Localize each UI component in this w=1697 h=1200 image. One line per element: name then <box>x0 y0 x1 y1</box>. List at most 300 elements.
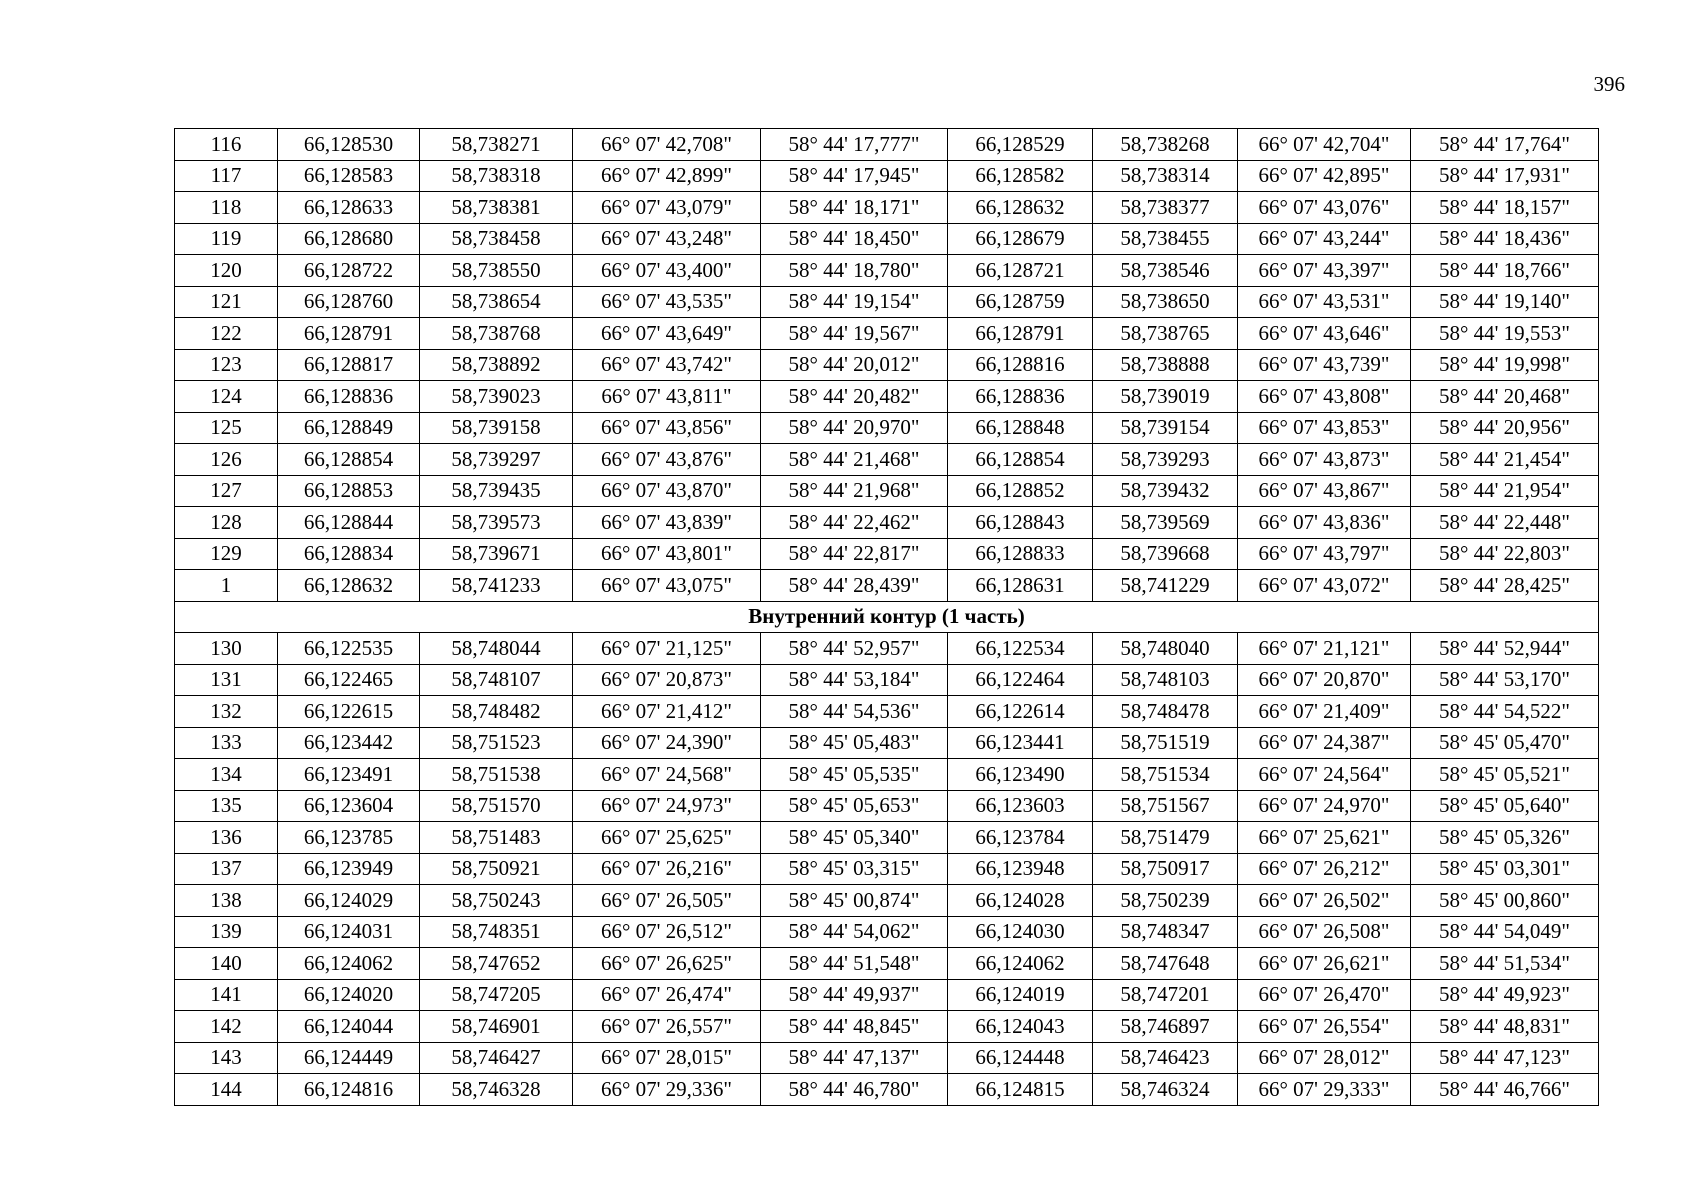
coordinate-cell: 58° 44' 53,170" <box>1411 664 1599 696</box>
coordinate-cell: 58,750239 <box>1093 885 1238 917</box>
coordinate-cell: 58,748040 <box>1093 633 1238 665</box>
coordinate-cell: 58,751523 <box>420 727 573 759</box>
point-number-cell: 124 <box>175 381 278 413</box>
table-row <box>175 255 1599 287</box>
point-number-cell: 132 <box>175 696 278 728</box>
coordinate-cell: 66° 07' 20,873" <box>573 664 761 696</box>
coordinate-cell: 66° 07' 28,015" <box>573 1042 761 1074</box>
table-row <box>175 538 1599 570</box>
coordinate-cell: 66,123948 <box>948 853 1093 885</box>
coordinate-cell: 58,748482 <box>420 696 573 728</box>
coordinate-cell: 66° 07' 43,397" <box>1238 255 1411 287</box>
coordinate-cell: 58° 44' 46,766" <box>1411 1074 1599 1106</box>
coordinate-cell: 66,128854 <box>948 444 1093 476</box>
coordinate-cell: 66° 07' 42,708" <box>573 129 761 161</box>
coordinate-cell: 66° 07' 28,012" <box>1238 1042 1411 1074</box>
point-number-cell: 128 <box>175 507 278 539</box>
point-number-cell: 143 <box>175 1042 278 1074</box>
table-row <box>175 475 1599 507</box>
coordinate-cell: 58,751483 <box>420 822 573 854</box>
coordinate-cell: 66,128530 <box>278 129 420 161</box>
coordinate-cell: 66,128853 <box>278 475 420 507</box>
coordinate-cell: 58° 44' 49,923" <box>1411 979 1599 1011</box>
coordinate-cell: 58,739019 <box>1093 381 1238 413</box>
coordinate-cell: 66,124020 <box>278 979 420 1011</box>
coordinate-cell: 58° 44' 47,123" <box>1411 1042 1599 1074</box>
coordinate-cell: 66° 07' 43,649" <box>573 318 761 350</box>
table-row <box>175 790 1599 822</box>
coordinate-cell: 66,128760 <box>278 286 420 318</box>
coordinate-cell: 66,122465 <box>278 664 420 696</box>
coordinate-cell: 58,738271 <box>420 129 573 161</box>
coordinate-cell: 66,128632 <box>278 570 420 602</box>
coordinate-cell: 66° 07' 29,333" <box>1238 1074 1411 1106</box>
page-number: 396 <box>1593 72 1625 96</box>
coordinate-cell: 66° 07' 43,808" <box>1238 381 1411 413</box>
coordinate-cell: 58,751479 <box>1093 822 1238 854</box>
coordinate-cell: 58,751567 <box>1093 790 1238 822</box>
coordinate-cell: 58° 44' 54,049" <box>1411 916 1599 948</box>
coordinate-cell: 58,739569 <box>1093 507 1238 539</box>
coordinate-cell: 66,128679 <box>948 223 1093 255</box>
point-number-cell: 1 <box>175 570 278 602</box>
table-row <box>175 507 1599 539</box>
coordinate-cell: 66,123441 <box>948 727 1093 759</box>
point-number-cell: 123 <box>175 349 278 381</box>
coordinate-cell: 58,748103 <box>1093 664 1238 696</box>
coordinate-cell: 66° 07' 43,072" <box>1238 570 1411 602</box>
table-row <box>175 822 1599 854</box>
coordinate-cell: 66,122614 <box>948 696 1093 728</box>
table-row <box>175 1074 1599 1106</box>
coordinate-cell: 66° 07' 26,621" <box>1238 948 1411 980</box>
coordinate-cell: 58° 44' 20,970" <box>761 412 948 444</box>
coordinate-cell: 58° 45' 03,301" <box>1411 853 1599 885</box>
coordinate-cell: 66,128848 <box>948 412 1093 444</box>
coordinate-cell: 66° 07' 43,076" <box>1238 192 1411 224</box>
coordinate-cell: 66,122615 <box>278 696 420 728</box>
coordinate-cell: 58,738892 <box>420 349 573 381</box>
coordinate-cell: 58,750917 <box>1093 853 1238 885</box>
coordinate-cell: 58° 45' 00,860" <box>1411 885 1599 917</box>
coordinate-cell: 58° 44' 20,956" <box>1411 412 1599 444</box>
coordinate-cell: 66° 07' 25,625" <box>573 822 761 854</box>
coordinate-cell: 66° 07' 42,895" <box>1238 160 1411 192</box>
coordinate-cell: 66° 07' 20,870" <box>1238 664 1411 696</box>
coordinate-cell: 66,124031 <box>278 916 420 948</box>
coordinate-cell: 66,124044 <box>278 1011 420 1043</box>
point-number-cell: 142 <box>175 1011 278 1043</box>
coordinate-cell: 66,123491 <box>278 759 420 791</box>
table-row <box>175 192 1599 224</box>
coordinate-cell: 58° 44' 46,780" <box>761 1074 948 1106</box>
table-row <box>175 664 1599 696</box>
coordinate-cell: 66,124028 <box>948 885 1093 917</box>
coordinate-cell: 66° 07' 26,212" <box>1238 853 1411 885</box>
coordinate-cell: 66,124043 <box>948 1011 1093 1043</box>
coordinate-cell: 66° 07' 25,621" <box>1238 822 1411 854</box>
coordinate-cell: 66,128791 <box>278 318 420 350</box>
table-row <box>175 318 1599 350</box>
coordinate-cell: 66,122535 <box>278 633 420 665</box>
table-row <box>175 223 1599 255</box>
coordinate-cell: 58,741233 <box>420 570 573 602</box>
coordinate-cell: 66° 07' 43,739" <box>1238 349 1411 381</box>
coordinate-cell: 66° 07' 43,870" <box>573 475 761 507</box>
point-number-cell: 144 <box>175 1074 278 1106</box>
coordinate-cell: 66° 07' 26,216" <box>573 853 761 885</box>
coordinate-cell: 66,123949 <box>278 853 420 885</box>
coordinate-cell: 58,738268 <box>1093 129 1238 161</box>
coordinate-cell: 66° 07' 26,625" <box>573 948 761 980</box>
coordinate-cell: 58° 44' 48,845" <box>761 1011 948 1043</box>
coordinate-cell: 66,124448 <box>948 1042 1093 1074</box>
coordinate-cell: 58° 44' 19,553" <box>1411 318 1599 350</box>
coordinate-cell: 58,748351 <box>420 916 573 948</box>
coordinate-cell: 66° 07' 43,797" <box>1238 538 1411 570</box>
coordinate-cell: 58,746901 <box>420 1011 573 1043</box>
coordinate-cell: 66,123490 <box>948 759 1093 791</box>
coordinate-cell: 58,738550 <box>420 255 573 287</box>
coordinate-cell: 58,738546 <box>1093 255 1238 287</box>
point-number-cell: 136 <box>175 822 278 854</box>
coordinate-cell: 58° 45' 00,874" <box>761 885 948 917</box>
coordinate-cell: 66° 07' 43,248" <box>573 223 761 255</box>
coordinate-cell: 58,738314 <box>1093 160 1238 192</box>
point-number-cell: 116 <box>175 129 278 161</box>
coordinate-cell: 66,123784 <box>948 822 1093 854</box>
point-number-cell: 120 <box>175 255 278 287</box>
coordinate-cell: 58,747648 <box>1093 948 1238 980</box>
coordinate-cell: 58° 44' 17,764" <box>1411 129 1599 161</box>
coordinate-cell: 58,748044 <box>420 633 573 665</box>
coordinate-cell: 66° 07' 26,505" <box>573 885 761 917</box>
coordinate-cell: 66,128816 <box>948 349 1093 381</box>
coordinate-cell: 58° 44' 54,536" <box>761 696 948 728</box>
coordinate-cell: 66° 07' 26,508" <box>1238 916 1411 948</box>
coordinate-cell: 58,746423 <box>1093 1042 1238 1074</box>
table-row <box>175 286 1599 318</box>
table-row <box>175 381 1599 413</box>
coordinate-cell: 58° 45' 05,640" <box>1411 790 1599 822</box>
coordinate-cell: 58,751519 <box>1093 727 1238 759</box>
point-number-cell: 117 <box>175 160 278 192</box>
coordinate-cell: 58° 44' 53,184" <box>761 664 948 696</box>
coordinate-cell: 58° 44' 22,803" <box>1411 538 1599 570</box>
coordinate-cell: 66,128843 <box>948 507 1093 539</box>
coordinate-cell: 58° 44' 21,454" <box>1411 444 1599 476</box>
point-number-cell: 119 <box>175 223 278 255</box>
table-row <box>175 444 1599 476</box>
coordinate-cell: 58° 44' 48,831" <box>1411 1011 1599 1043</box>
coordinate-cell: 66° 07' 43,244" <box>1238 223 1411 255</box>
coordinate-cell: 58° 44' 52,944" <box>1411 633 1599 665</box>
coordinate-cell: 58° 44' 22,817" <box>761 538 948 570</box>
coordinate-cell: 66,128529 <box>948 129 1093 161</box>
coordinate-cell: 58° 44' 20,012" <box>761 349 948 381</box>
coordinate-cell: 58° 44' 19,140" <box>1411 286 1599 318</box>
coordinate-cell: 58,739023 <box>420 381 573 413</box>
coordinate-cell: 66,128632 <box>948 192 1093 224</box>
coordinate-cell: 66° 07' 24,568" <box>573 759 761 791</box>
coordinate-cell: 66,124062 <box>948 948 1093 980</box>
coordinate-cell: 58,738768 <box>420 318 573 350</box>
table-row <box>175 633 1599 665</box>
coordinate-cell: 66° 07' 43,873" <box>1238 444 1411 476</box>
coordinate-cell: 58,739154 <box>1093 412 1238 444</box>
coordinate-cell: 66° 07' 24,387" <box>1238 727 1411 759</box>
coordinate-cell: 58° 44' 22,462" <box>761 507 948 539</box>
coordinate-cell: 66,128834 <box>278 538 420 570</box>
coordinate-cell: 66,123603 <box>948 790 1093 822</box>
coordinate-cell: 58,746324 <box>1093 1074 1238 1106</box>
coordinate-cell: 66,128722 <box>278 255 420 287</box>
coordinate-cell: 58,739435 <box>420 475 573 507</box>
table-row <box>175 349 1599 381</box>
table-row <box>175 1011 1599 1043</box>
coordinate-cell: 66,128759 <box>948 286 1093 318</box>
table-row <box>175 1042 1599 1074</box>
coordinate-cell: 66° 07' 42,899" <box>573 160 761 192</box>
coordinate-cell: 58,746897 <box>1093 1011 1238 1043</box>
table-row <box>175 916 1599 948</box>
coordinate-cell: 58,748347 <box>1093 916 1238 948</box>
coordinate-cell: 66,124030 <box>948 916 1093 948</box>
table-row <box>175 885 1599 917</box>
coordinate-cell: 58,751534 <box>1093 759 1238 791</box>
coordinate-cell: 58° 44' 20,468" <box>1411 381 1599 413</box>
point-number-cell: 126 <box>175 444 278 476</box>
coordinate-cell: 58° 45' 05,470" <box>1411 727 1599 759</box>
coordinate-cell: 66° 07' 43,400" <box>573 255 761 287</box>
point-number-cell: 125 <box>175 412 278 444</box>
coordinate-cell: 58,738765 <box>1093 318 1238 350</box>
coordinate-cell: 58,738381 <box>420 192 573 224</box>
coordinate-cell: 58,739573 <box>420 507 573 539</box>
coordinate-cell: 66° 07' 43,075" <box>573 570 761 602</box>
coordinate-cell: 66,124062 <box>278 948 420 980</box>
coordinate-cell: 66° 07' 26,554" <box>1238 1011 1411 1043</box>
coordinate-cell: 58,751538 <box>420 759 573 791</box>
coordinate-cell: 66° 07' 24,970" <box>1238 790 1411 822</box>
coordinate-cell: 58° 44' 18,766" <box>1411 255 1599 287</box>
coordinate-cell: 58° 44' 22,448" <box>1411 507 1599 539</box>
coordinate-cell: 66,128721 <box>948 255 1093 287</box>
coordinate-cell: 66,128852 <box>948 475 1093 507</box>
coordinate-cell: 66° 07' 43,079" <box>573 192 761 224</box>
coordinate-cell: 58,748107 <box>420 664 573 696</box>
coordinate-cell: 66,123442 <box>278 727 420 759</box>
coordinate-cell: 58° 44' 18,171" <box>761 192 948 224</box>
table-row <box>175 696 1599 728</box>
coordinate-cell: 66° 07' 29,336" <box>573 1074 761 1106</box>
coordinates-table <box>174 128 1599 1106</box>
coordinate-cell: 66,128791 <box>948 318 1093 350</box>
coordinate-cell: 58° 44' 18,450" <box>761 223 948 255</box>
coordinate-cell: 58° 44' 52,957" <box>761 633 948 665</box>
table-row <box>175 759 1599 791</box>
coordinate-cell: 66,128844 <box>278 507 420 539</box>
coordinate-cell: 66° 07' 26,470" <box>1238 979 1411 1011</box>
coordinate-cell: 58,748478 <box>1093 696 1238 728</box>
coordinate-cell: 66,122534 <box>948 633 1093 665</box>
point-number-cell: 122 <box>175 318 278 350</box>
table-row <box>175 948 1599 980</box>
coordinate-cell: 58,738318 <box>420 160 573 192</box>
coordinate-cell: 66,124029 <box>278 885 420 917</box>
coordinate-cell: 66° 07' 43,853" <box>1238 412 1411 444</box>
coordinate-cell: 58° 44' 19,998" <box>1411 349 1599 381</box>
coordinate-cell: 58° 44' 54,062" <box>761 916 948 948</box>
point-number-cell: 141 <box>175 979 278 1011</box>
coordinate-cell: 66,124449 <box>278 1042 420 1074</box>
point-number-cell: 137 <box>175 853 278 885</box>
coordinate-cell: 58,746328 <box>420 1074 573 1106</box>
point-number-cell: 118 <box>175 192 278 224</box>
point-number-cell: 139 <box>175 916 278 948</box>
coordinate-cell: 66° 07' 43,742" <box>573 349 761 381</box>
coordinate-cell: 58° 45' 05,653" <box>761 790 948 822</box>
coordinate-cell: 58,738377 <box>1093 192 1238 224</box>
coordinate-cell: 58° 44' 21,468" <box>761 444 948 476</box>
coordinate-cell: 66° 07' 24,564" <box>1238 759 1411 791</box>
coordinate-cell: 58° 44' 17,945" <box>761 160 948 192</box>
point-number-cell: 133 <box>175 727 278 759</box>
coordinate-cell: 66,128680 <box>278 223 420 255</box>
coordinate-cell: 66° 07' 24,390" <box>573 727 761 759</box>
coordinate-cell: 66,128849 <box>278 412 420 444</box>
coordinate-cell: 58,739293 <box>1093 444 1238 476</box>
coordinate-cell: 66,128583 <box>278 160 420 192</box>
coordinate-cell: 58,738888 <box>1093 349 1238 381</box>
coordinate-cell: 66,122464 <box>948 664 1093 696</box>
coordinate-cell: 58,739158 <box>420 412 573 444</box>
coordinate-cell: 58,738455 <box>1093 223 1238 255</box>
section-heading-row <box>175 601 1599 633</box>
coordinate-cell: 58,739297 <box>420 444 573 476</box>
coordinate-cell: 66° 07' 43,811" <box>573 381 761 413</box>
coordinate-cell: 66,123785 <box>278 822 420 854</box>
coordinate-cell: 58° 45' 05,535" <box>761 759 948 791</box>
coordinate-cell: 58,747201 <box>1093 979 1238 1011</box>
coordinate-cell: 58° 44' 18,157" <box>1411 192 1599 224</box>
coordinate-cell: 66° 07' 42,704" <box>1238 129 1411 161</box>
coordinate-cell: 66° 07' 21,121" <box>1238 633 1411 665</box>
coordinate-cell: 58° 44' 51,548" <box>761 948 948 980</box>
coordinate-cell: 58° 44' 54,522" <box>1411 696 1599 728</box>
coordinate-cell: 58,739671 <box>420 538 573 570</box>
coordinate-cell: 58° 44' 51,534" <box>1411 948 1599 980</box>
coordinate-cell: 66° 07' 26,474" <box>573 979 761 1011</box>
coordinate-cell: 66,128836 <box>948 381 1093 413</box>
point-number-cell: 138 <box>175 885 278 917</box>
coordinate-cell: 58° 45' 05,340" <box>761 822 948 854</box>
coordinate-cell: 58° 44' 21,968" <box>761 475 948 507</box>
table-row <box>175 979 1599 1011</box>
coordinate-cell: 58,739432 <box>1093 475 1238 507</box>
table-row <box>175 129 1599 161</box>
point-number-cell: 135 <box>175 790 278 822</box>
coordinate-cell: 58° 44' 47,137" <box>761 1042 948 1074</box>
coordinate-cell: 66,128836 <box>278 381 420 413</box>
coordinate-cell: 58° 44' 28,425" <box>1411 570 1599 602</box>
coordinate-cell: 66° 07' 43,531" <box>1238 286 1411 318</box>
table-row <box>175 412 1599 444</box>
coordinate-cell: 66,123604 <box>278 790 420 822</box>
coordinate-cell: 58,751570 <box>420 790 573 822</box>
coordinate-cell: 58,741229 <box>1093 570 1238 602</box>
coordinate-cell: 58,747205 <box>420 979 573 1011</box>
point-number-cell: 130 <box>175 633 278 665</box>
coordinate-cell: 66° 07' 43,867" <box>1238 475 1411 507</box>
coordinate-cell: 66,128854 <box>278 444 420 476</box>
coordinate-cell: 66° 07' 43,856" <box>573 412 761 444</box>
coordinate-cell: 66,124815 <box>948 1074 1093 1106</box>
table-row <box>175 160 1599 192</box>
coordinate-cell: 66° 07' 26,502" <box>1238 885 1411 917</box>
coordinate-cell: 66° 07' 43,876" <box>573 444 761 476</box>
coordinate-cell: 58° 44' 19,154" <box>761 286 948 318</box>
coordinate-cell: 66° 07' 43,535" <box>573 286 761 318</box>
coordinate-cell: 58° 45' 05,521" <box>1411 759 1599 791</box>
coordinate-cell: 66° 07' 21,125" <box>573 633 761 665</box>
table-row <box>175 853 1599 885</box>
coordinates-table-body <box>175 129 1599 1106</box>
table-row <box>175 570 1599 602</box>
coordinate-cell: 58,747652 <box>420 948 573 980</box>
coordinate-cell: 58° 44' 17,777" <box>761 129 948 161</box>
point-number-cell: 134 <box>175 759 278 791</box>
coordinate-cell: 66° 07' 43,839" <box>573 507 761 539</box>
coordinate-cell: 58° 44' 17,931" <box>1411 160 1599 192</box>
coordinate-cell: 66,128582 <box>948 160 1093 192</box>
coordinate-cell: 66° 07' 26,557" <box>573 1011 761 1043</box>
coordinate-cell: 58,739668 <box>1093 538 1238 570</box>
coordinate-cell: 66° 07' 21,409" <box>1238 696 1411 728</box>
coordinate-cell: 66,124019 <box>948 979 1093 1011</box>
coordinate-cell: 58,738458 <box>420 223 573 255</box>
coordinate-cell: 66° 07' 21,412" <box>573 696 761 728</box>
coordinate-cell: 58° 44' 18,780" <box>761 255 948 287</box>
coordinate-cell: 66,128833 <box>948 538 1093 570</box>
coordinate-cell: 58,738654 <box>420 286 573 318</box>
coordinate-cell: 58° 45' 03,315" <box>761 853 948 885</box>
section-heading: Внутренний контур (1 часть) <box>175 601 1599 633</box>
point-number-cell: 127 <box>175 475 278 507</box>
coordinate-cell: 58° 44' 20,482" <box>761 381 948 413</box>
point-number-cell: 121 <box>175 286 278 318</box>
coordinate-cell: 66° 07' 26,512" <box>573 916 761 948</box>
coordinate-cell: 58,746427 <box>420 1042 573 1074</box>
point-number-cell: 131 <box>175 664 278 696</box>
coordinate-cell: 66,128631 <box>948 570 1093 602</box>
coordinate-cell: 58,738650 <box>1093 286 1238 318</box>
coordinate-cell: 66,128633 <box>278 192 420 224</box>
coordinate-cell: 58,750921 <box>420 853 573 885</box>
point-number-cell: 129 <box>175 538 278 570</box>
coordinate-cell: 66,124816 <box>278 1074 420 1106</box>
coordinate-cell: 58,750243 <box>420 885 573 917</box>
coordinate-cell: 66,128817 <box>278 349 420 381</box>
coordinate-cell: 66° 07' 43,801" <box>573 538 761 570</box>
coordinate-cell: 58° 44' 21,954" <box>1411 475 1599 507</box>
coordinate-cell: 58° 44' 18,436" <box>1411 223 1599 255</box>
coordinate-cell: 58° 44' 19,567" <box>761 318 948 350</box>
coordinate-cell: 58° 44' 49,937" <box>761 979 948 1011</box>
coordinate-cell: 58° 45' 05,483" <box>761 727 948 759</box>
coordinate-cell: 66° 07' 43,836" <box>1238 507 1411 539</box>
coordinate-cell: 58° 45' 05,326" <box>1411 822 1599 854</box>
